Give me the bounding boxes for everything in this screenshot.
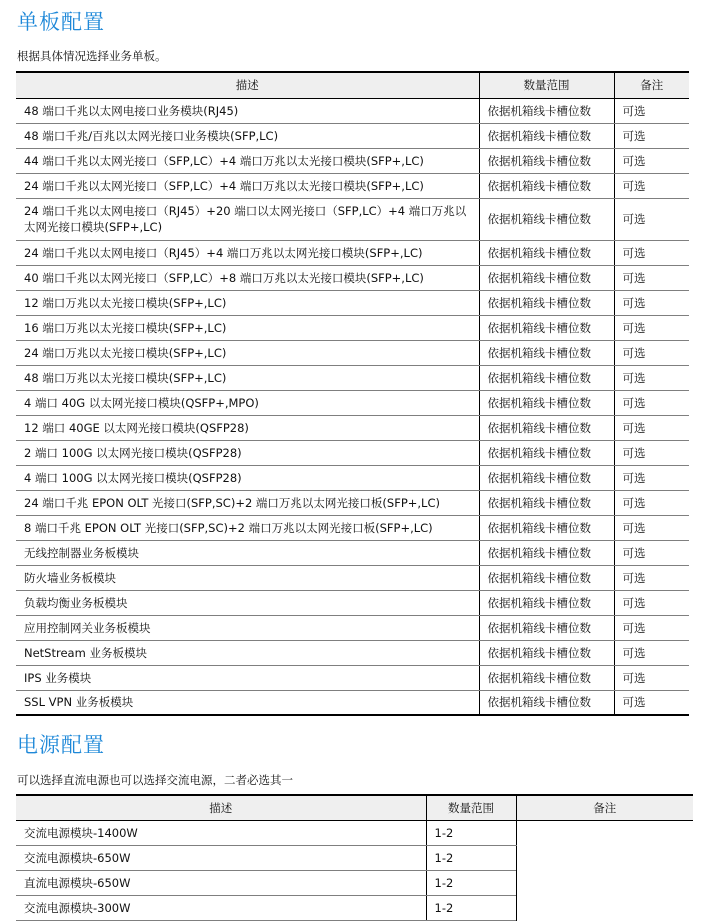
cell-desc: 防火墙业务板模块 — [16, 565, 479, 590]
cell-range: 依据机箱线卡槽位数 — [479, 615, 614, 640]
cell-range: 依据机箱线卡槽位数 — [479, 315, 614, 340]
table-row — [16, 540, 689, 565]
power-section-title: 电源配置 — [17, 733, 105, 757]
cell-range: 依据机箱线卡槽位数 — [479, 565, 614, 590]
cell-range: 依据机箱线卡槽位数 — [479, 290, 614, 315]
cell-note: 可选 — [614, 148, 689, 173]
cell-range: 依据机箱线卡槽位数 — [479, 265, 614, 290]
cell-desc: NetStream 业务板模块 — [16, 640, 479, 665]
cell-note: 可选 — [614, 490, 689, 515]
column-header-desc: 描述 — [16, 795, 426, 820]
table-row — [16, 465, 689, 490]
cell-note: 可选 — [614, 465, 689, 490]
cell-range: 依据机箱线卡槽位数 — [479, 490, 614, 515]
table-row — [16, 340, 689, 365]
cell-note: 可选 — [614, 198, 689, 240]
board-section-title: 单板配置 — [17, 10, 105, 34]
cell-desc: 4 端口 100G 以太网光接口模块(QSFP28) — [16, 465, 479, 490]
cell-note: 可选 — [614, 690, 689, 715]
table-row — [16, 198, 689, 240]
cell-note: 可选 — [614, 440, 689, 465]
table-row — [16, 490, 689, 515]
cell-range: 依据机箱线卡槽位数 — [479, 515, 614, 540]
cell-note: 可选 — [614, 123, 689, 148]
cell-desc: 12 端口 40GE 以太网光接口模块(QSFP28) — [16, 415, 479, 440]
table-row — [16, 440, 689, 465]
cell-desc: 24 端口万兆以太光接口模块(SFP+,LC) — [16, 340, 479, 365]
table-row — [16, 690, 689, 715]
cell-desc: 24 端口千兆 EPON OLT 光接口(SFP,SC)+2 端口万兆以太网光接口板(SFP+,LC) — [16, 490, 479, 515]
cell-note: 可选 — [614, 415, 689, 440]
cell-note: 可选 — [614, 640, 689, 665]
cell-desc: 2 端口 100G 以太网光接口模块(QSFP28) — [16, 440, 479, 465]
cell-desc: 4 端口 40G 以太网光接口模块(QSFP+,MPO) — [16, 390, 479, 415]
table-row — [16, 290, 689, 315]
board-table — [16, 71, 689, 716]
cell-note: 可选 — [614, 98, 689, 123]
cell-note: 可选 — [614, 173, 689, 198]
table-row — [16, 590, 689, 615]
column-header-desc: 描述 — [16, 72, 479, 98]
table-row — [16, 365, 689, 390]
board-section-intro: 根据具体情况选择业务单板。 — [17, 49, 167, 63]
cell-range: 依据机箱线卡槽位数 — [479, 665, 614, 690]
cell-note: 可选 — [614, 365, 689, 390]
table-row — [16, 615, 689, 640]
cell-note: 可选 — [614, 540, 689, 565]
cell-range: 依据机箱线卡槽位数 — [479, 390, 614, 415]
cell-desc: 48 端口千兆/百兆以太网光接口业务模块(SFP,LC) — [16, 123, 479, 148]
cell-desc: 负载均衡业务板模块 — [16, 590, 479, 615]
cell-note: 可选 — [614, 315, 689, 340]
cell-note: 可选 — [614, 265, 689, 290]
cell-range: 依据机箱线卡槽位数 — [479, 198, 614, 240]
table-row — [16, 565, 689, 590]
cell-desc: 无线控制器业务板模块 — [16, 540, 479, 565]
column-header-range: 数量范围 — [426, 795, 516, 820]
cell-note — [516, 820, 693, 920]
cell-range: 依据机箱线卡槽位数 — [479, 465, 614, 490]
cell-desc: 12 端口万兆以太光接口模块(SFP+,LC) — [16, 290, 479, 315]
cell-range: 1-2 — [426, 820, 516, 845]
power-section-intro: 可以选择直流电源也可以选择交流电源，二者必选其一 — [17, 773, 293, 787]
table-row — [16, 640, 689, 665]
column-header-note: 备注 — [614, 72, 689, 98]
cell-note: 可选 — [614, 340, 689, 365]
cell-desc: 16 端口万兆以太光接口模块(SFP+,LC) — [16, 315, 479, 340]
cell-note: 可选 — [614, 665, 689, 690]
cell-desc: 24 端口千兆以太网电接口（RJ45）+4 端口万兆以太网光接口模块(SFP+,LC) — [16, 240, 479, 265]
table-row — [16, 98, 689, 123]
cell-range: 1-2 — [426, 895, 516, 920]
cell-note: 可选 — [614, 240, 689, 265]
cell-desc: 48 端口千兆以太网电接口业务模块(RJ45) — [16, 98, 479, 123]
cell-desc: 交流电源模块-650W — [16, 845, 426, 870]
table-row — [16, 390, 689, 415]
cell-desc: 8 端口千兆 EPON OLT 光接口(SFP,SC)+2 端口万兆以太网光接口板(SFP+,LC) — [16, 515, 479, 540]
column-header-note: 备注 — [516, 795, 693, 820]
cell-desc: 交流电源模块-1400W — [16, 820, 426, 845]
cell-range: 依据机箱线卡槽位数 — [479, 98, 614, 123]
cell-range: 依据机箱线卡槽位数 — [479, 590, 614, 615]
table-row — [16, 515, 689, 540]
table-row — [16, 173, 689, 198]
cell-desc: 交流电源模块-300W — [16, 895, 426, 920]
cell-desc: 44 端口千兆以太网光接口（SFP,LC）+4 端口万兆以太光接口模块(SFP+,LC) — [16, 148, 479, 173]
column-header-range: 数量范围 — [479, 72, 614, 98]
cell-range: 依据机箱线卡槽位数 — [479, 173, 614, 198]
table-header-row — [16, 795, 693, 820]
table-row — [16, 315, 689, 340]
cell-range: 依据机箱线卡槽位数 — [479, 440, 614, 465]
cell-note: 可选 — [614, 390, 689, 415]
cell-desc: 40 端口千兆以太网光接口（SFP,LC）+8 端口万兆以太光接口模块(SFP+,LC) — [16, 265, 479, 290]
cell-range: 1-2 — [426, 845, 516, 870]
table-row — [16, 820, 693, 845]
cell-desc: 24 端口千兆以太网光接口（SFP,LC）+4 端口万兆以太光接口模块(SFP+,LC) — [16, 173, 479, 198]
cell-desc: 24 端口千兆以太网电接口（RJ45）+20 端口以太网光接口（SFP,LC）+4 端口万兆以太网光接口模块(SFP+,LC) — [16, 198, 479, 240]
cell-desc: 应用控制网关业务板模块 — [16, 615, 479, 640]
table-row — [16, 665, 689, 690]
table-row — [16, 148, 689, 173]
cell-desc: 直流电源模块-650W — [16, 870, 426, 895]
table-row — [16, 265, 689, 290]
table-row — [16, 415, 689, 440]
cell-desc: 48 端口万兆以太光接口模块(SFP+,LC) — [16, 365, 479, 390]
cell-range: 依据机箱线卡槽位数 — [479, 123, 614, 148]
table-header-row — [16, 72, 689, 98]
table-row — [16, 240, 689, 265]
cell-note: 可选 — [614, 615, 689, 640]
cell-range: 依据机箱线卡槽位数 — [479, 365, 614, 390]
cell-range: 依据机箱线卡槽位数 — [479, 415, 614, 440]
cell-desc: IPS 业务模块 — [16, 665, 479, 690]
cell-range: 依据机箱线卡槽位数 — [479, 148, 614, 173]
power-table — [16, 794, 693, 921]
cell-range: 依据机箱线卡槽位数 — [479, 690, 614, 715]
cell-note: 可选 — [614, 565, 689, 590]
cell-note: 可选 — [614, 515, 689, 540]
cell-range: 依据机箱线卡槽位数 — [479, 640, 614, 665]
table-row — [16, 123, 689, 148]
cell-note: 可选 — [614, 290, 689, 315]
cell-range: 依据机箱线卡槽位数 — [479, 240, 614, 265]
cell-range: 依据机箱线卡槽位数 — [479, 340, 614, 365]
cell-range: 依据机箱线卡槽位数 — [479, 540, 614, 565]
cell-desc: SSL VPN 业务板模块 — [16, 690, 479, 715]
cell-range: 1-2 — [426, 870, 516, 895]
cell-note: 可选 — [614, 590, 689, 615]
